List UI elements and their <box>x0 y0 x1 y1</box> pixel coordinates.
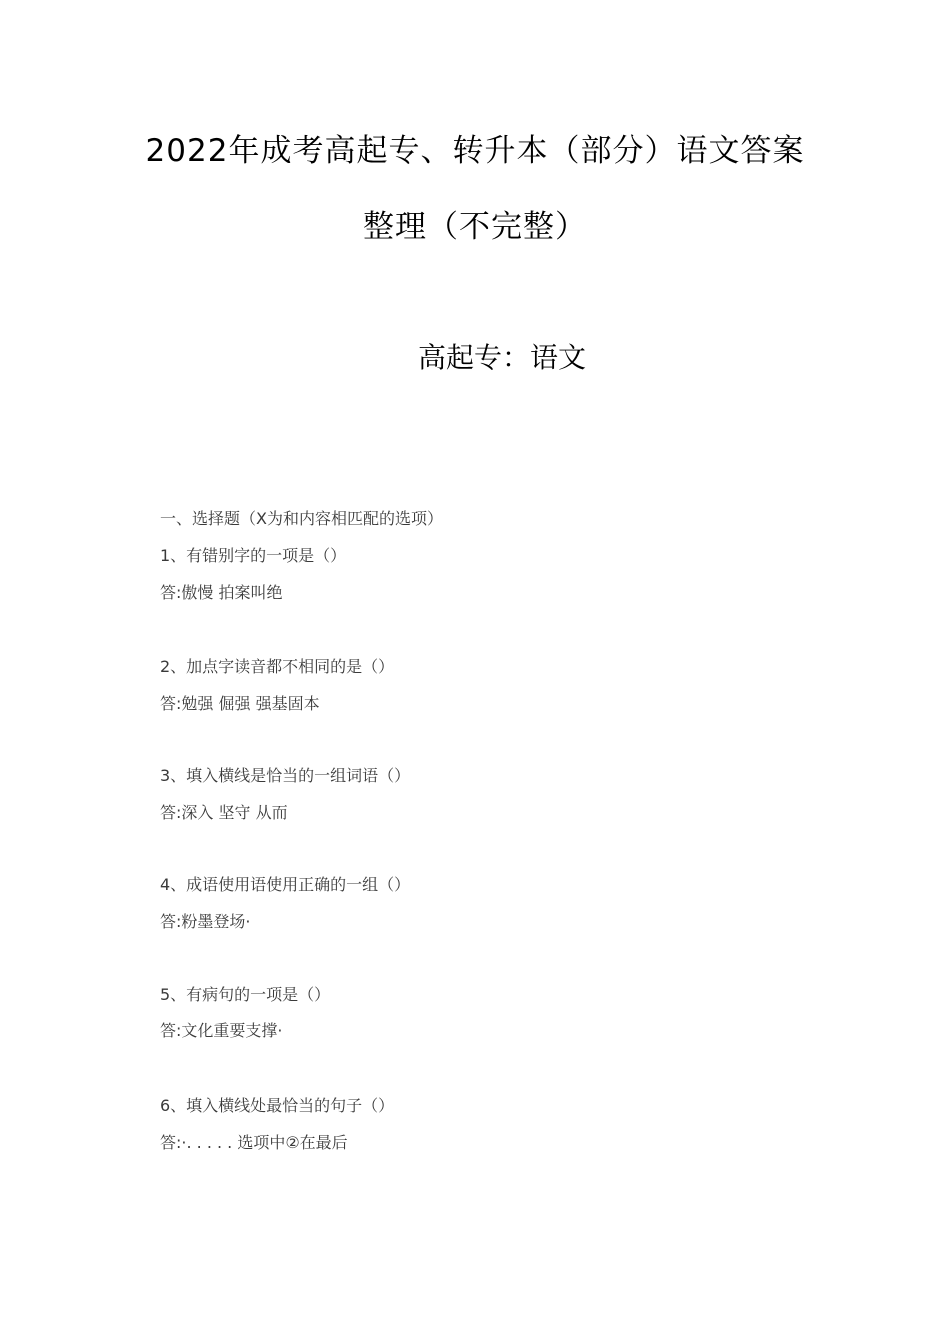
question-6: 6、填入横线处最恰当的句子（） <box>160 1096 395 1115</box>
answer-6: 答:·. . . . . 选项中②在最后 <box>160 1133 348 1152</box>
question-4: 4、成语使用语使用正确的一组（） <box>160 875 411 894</box>
question-5: 5、有病句的一项是（） <box>160 985 331 1004</box>
question-3: 3、填入横线是恰当的一组词语（） <box>160 766 411 785</box>
question-1: 1、有错别字的一项是（） <box>160 546 347 565</box>
question-2: 2、加点字读音都不相同的是（） <box>160 657 395 676</box>
subtitle: 高起专：语文 <box>418 341 587 374</box>
document-title-line-2: 整理（不完整） <box>363 209 587 245</box>
section-heading: 一、选择题（X为和内容相匹配的选项） <box>160 509 443 528</box>
answer-2: 答:勉强 倔强 强基固本 <box>160 694 320 713</box>
answer-4: 答:粉墨登场· <box>160 912 251 931</box>
answer-5: 答:文化重要支撑· <box>160 1021 283 1040</box>
answer-1: 答:傲慢 拍案叫绝 <box>160 583 283 602</box>
document-title-line-1: 2022年成考高起专、转升本（部分）语文答案 <box>145 133 805 169</box>
answer-3: 答:深入 坚守 从而 <box>160 803 288 822</box>
